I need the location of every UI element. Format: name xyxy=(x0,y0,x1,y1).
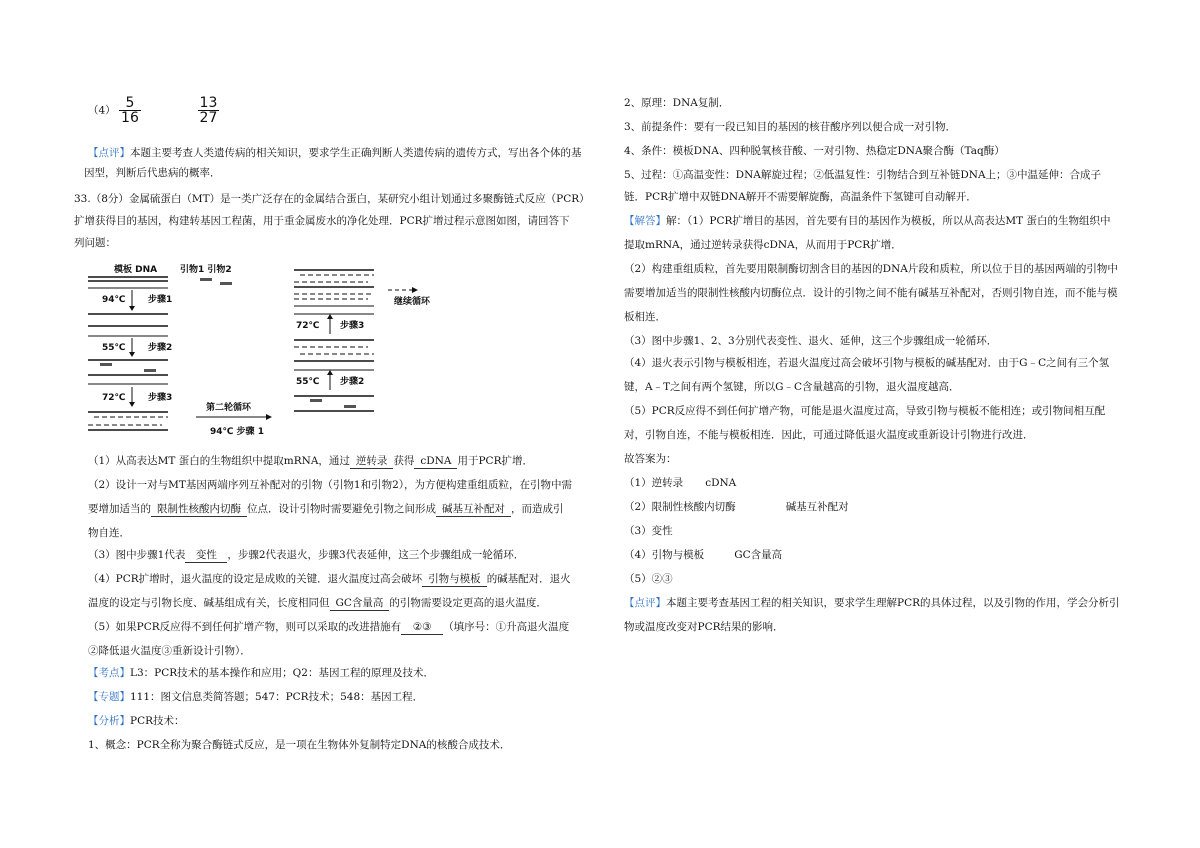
conditions-line: 4、条件：模板DNA、四种脱氧核苷酸、一对引物、热稳定DNA聚合酶（Taq酶） xyxy=(624,145,1005,157)
primer-2-mark xyxy=(220,282,232,285)
fenxi-line: 【分析】PCR技术： xyxy=(88,715,185,727)
pcr-diagram xyxy=(88,262,448,442)
final-answer-1: （1）逆转录 cDNA xyxy=(624,477,737,489)
final-answer-4: （4）引物与模板 GC含量高 xyxy=(624,549,783,561)
kaodian-tag: 【考点】 xyxy=(88,667,130,679)
comment-line-2: 因型，判断后代患病的概率． xyxy=(84,167,221,179)
fraction-answer xyxy=(88,96,219,125)
answer-2-line-3: 物自连． xyxy=(88,527,130,539)
answer-1-blank-1: 逆转录 xyxy=(350,454,394,469)
answer-4-blank-1: 引物与模板 xyxy=(422,572,487,587)
answers-heading: 故答案为： xyxy=(624,453,677,465)
temp-72: 72℃ xyxy=(102,393,126,403)
primer-label: 引物1 引物2 xyxy=(180,265,232,275)
answer-2-blank-2: 碱基互补配对 xyxy=(436,502,511,517)
zhuanti-tag: 【专题】 xyxy=(88,691,130,703)
jieda-line-3: （2）构建重组质粒，首先要用限制酶切割含目的基因的DNA片段和质粒，所以位于目的基因两端的引物中 xyxy=(624,263,1118,275)
precondition-line: 3、前提条件：要有一段已知目的基因的核苷酸序列以便合成一对引物． xyxy=(624,121,957,133)
answer-1: （1）从高表达MT 蛋白的生物组织中提取mRNA，通过 逆转录 获得 cDNA 用于PCR扩增． xyxy=(88,455,533,467)
jieda-line-10: 对，引物自连，不能与模板相连．因此，可通过降低退火温度或重新设计引物进行改进． xyxy=(624,429,1034,441)
dianping-line-1: 【点评】本题主要考查基因工程的相关知识，要求学生理解PCR的具体过程，以及引物的作用，学会分析引 xyxy=(624,597,1120,609)
principle-line: 2、原理：DNA复制． xyxy=(624,97,730,109)
question-33-line-2: 扩增获得目的基因，构建转基因工程菌，用于重金属废水的净化处理．PCR扩增过程示意图如图，请回答下 xyxy=(74,215,570,227)
jieda-line-6: （3）图中步骤1、2、3分别代表变性、退火、延伸，这三个步骤组成一轮循环． xyxy=(624,335,998,347)
final-answer-2: （2）限制性核酸内切酶 碱基互补配对 xyxy=(624,501,849,513)
comment-line-1: 【点评】本题主要考查人类遗传病的相关知识，要求学生正确判断人类遗传病的遗传方式，写出各个体的基 xyxy=(88,147,582,159)
jieda-line-5: 板相连． xyxy=(624,311,666,323)
right-step-3-label: 步骤3 xyxy=(340,321,365,331)
answer-2-line-2: 要增加适当的 限制性核酸内切酶 位点．设计引物时需要避免引物之间形成 碱基互补配对 ，而造成引 xyxy=(88,503,564,515)
zhuanti-line: 【专题】111：图文信息类简答题；547：PCR技术；548：基因工程． xyxy=(88,691,424,703)
template-dna-label: 模板 DNA xyxy=(114,265,158,275)
jieda-line-8: 键，A﹣T之间有两个氢键，所以G﹣C含量越高的引物，退火温度越高． xyxy=(624,381,960,393)
fraction-1: $\frac{5}{16}$ xyxy=(121,95,139,126)
final-answer-3: （3）变性 xyxy=(624,525,673,537)
jieda-tag: 【解答】 xyxy=(624,215,666,227)
answer-3: （3）图中步骤1代表 变性 ，步骤2代表退火，步骤3代表延伸，这三个步骤组成一轮循环． xyxy=(88,549,525,561)
jieda-line-1: 【解答】解：（1）PCR扩增目的基因，首先要有目的基因作为模板，所以从高表达MT 蛋白的生物组织中 xyxy=(624,215,1111,227)
question-33-line-1: 33.（8分）金属硫蛋白（MT）是一类广泛存在的金属结合蛋白，某研究小组计划通过多聚酶链式反应（PCR） xyxy=(74,193,590,205)
temp-94: 94℃ xyxy=(102,295,126,305)
answer-4-line-2: 温度的设定与引物长度、碱基组成有关，长度相同但 GC含量高 的引物需要设定更高的退火温度． xyxy=(88,597,547,609)
question-33-line-3: 列问题： xyxy=(74,237,116,249)
answer-5-line-2: ②降低退火温度③重新设计引物）． xyxy=(88,645,251,657)
jieda-line-9: （5）PCR反应得不到任何扩增产物，可能是退火温度过高，导致引物与模板不能相连；或引物间相互配 xyxy=(624,405,1106,417)
right-temp-72: 72℃ xyxy=(296,321,320,331)
step-1-label: 步骤1 xyxy=(148,295,173,305)
fraction-2: $\frac{13}{27}$ xyxy=(199,95,218,126)
answer-4-blank-2: GC含量高 xyxy=(330,596,390,611)
answer-1-blank-2: cDNA xyxy=(414,454,457,469)
kaodian-line: 【考点】L3：PCR技术的基本操作和应用；Q2：基因工程的原理及技术． xyxy=(88,667,434,679)
process-line-1: 5、过程：①高温变性：DNA解旋过程；②低温复性：引物结合到互补链DNA上；③中温延伸：合成子 xyxy=(624,169,1102,181)
right-temp-55: 55℃ xyxy=(296,377,320,387)
concept-line: 1、概念：PCR全称为聚合酶链式反应，是一项在生物体外复制特定DNA的核酸合成技术． xyxy=(88,739,511,751)
jieda-line-2: 提取mRNA，通过逆转录获得cDNA，从而用于PCR扩增． xyxy=(624,239,902,251)
jieda-line-7: （4）退火表示引物与模板相连，若退火温度过高会破坏引物与模板的碱基配对．由于G﹣C之间有三个氢 xyxy=(624,357,1110,369)
dianping-tag: 【点评】 xyxy=(624,597,666,609)
jieda-line-4: 需要增加适当的限制性核酸内切酶位点．设计的引物之间不能有碱基互补配对，否则引物自连，而不能与模 xyxy=(624,287,1118,299)
process-line-2: 链．PCR扩增中双链DNA解开不需要解旋酶，高温条件下氢键可自动解开． xyxy=(624,191,977,203)
dianping-line-2: 物或温度改变对PCR结果的影响． xyxy=(624,621,784,633)
answer-5-blank: ②③ xyxy=(401,620,443,635)
answer-3-blank: 变性 xyxy=(185,548,227,563)
right-step-2-label: 步骤2 xyxy=(340,377,365,387)
fenxi-tag: 【分析】 xyxy=(88,715,130,727)
answer-2-line-1: （2）设计一对与MT基因两端序列互补配对的引物（引物1和引物2），为方便构建重组质粒，在引物中需 xyxy=(88,479,573,491)
answer-4-line-1: （4）PCR扩增时，退火温度的设定是成败的关键．退火温度过高会破坏 引物与模板 的碱基配对．退火 xyxy=(88,573,571,585)
temp-55: 55℃ xyxy=(102,343,126,353)
continue-label: 继续循环 xyxy=(394,297,431,307)
step-3-label: 步骤3 xyxy=(148,393,173,403)
comment-tag: 【点评】 xyxy=(88,147,130,159)
final-answer-5: （5）②③ xyxy=(624,573,673,585)
step-2-label: 步骤2 xyxy=(148,343,173,353)
answer-2-blank-1: 限制性核酸内切酶 xyxy=(151,502,247,517)
answer-prefix: （4） xyxy=(88,104,116,117)
bottom-step-label: 94℃ 步骤 1 xyxy=(210,427,264,437)
right-strands xyxy=(294,270,374,314)
answer-5-line-1: （5）如果PCR反应得不到任何扩增产物，则可以采取的改进措施有 ②③ （填序号：①升高退火温度 xyxy=(88,621,570,633)
primer-1-mark xyxy=(200,278,212,281)
second-cycle-label: 第二轮循环 xyxy=(206,403,252,413)
